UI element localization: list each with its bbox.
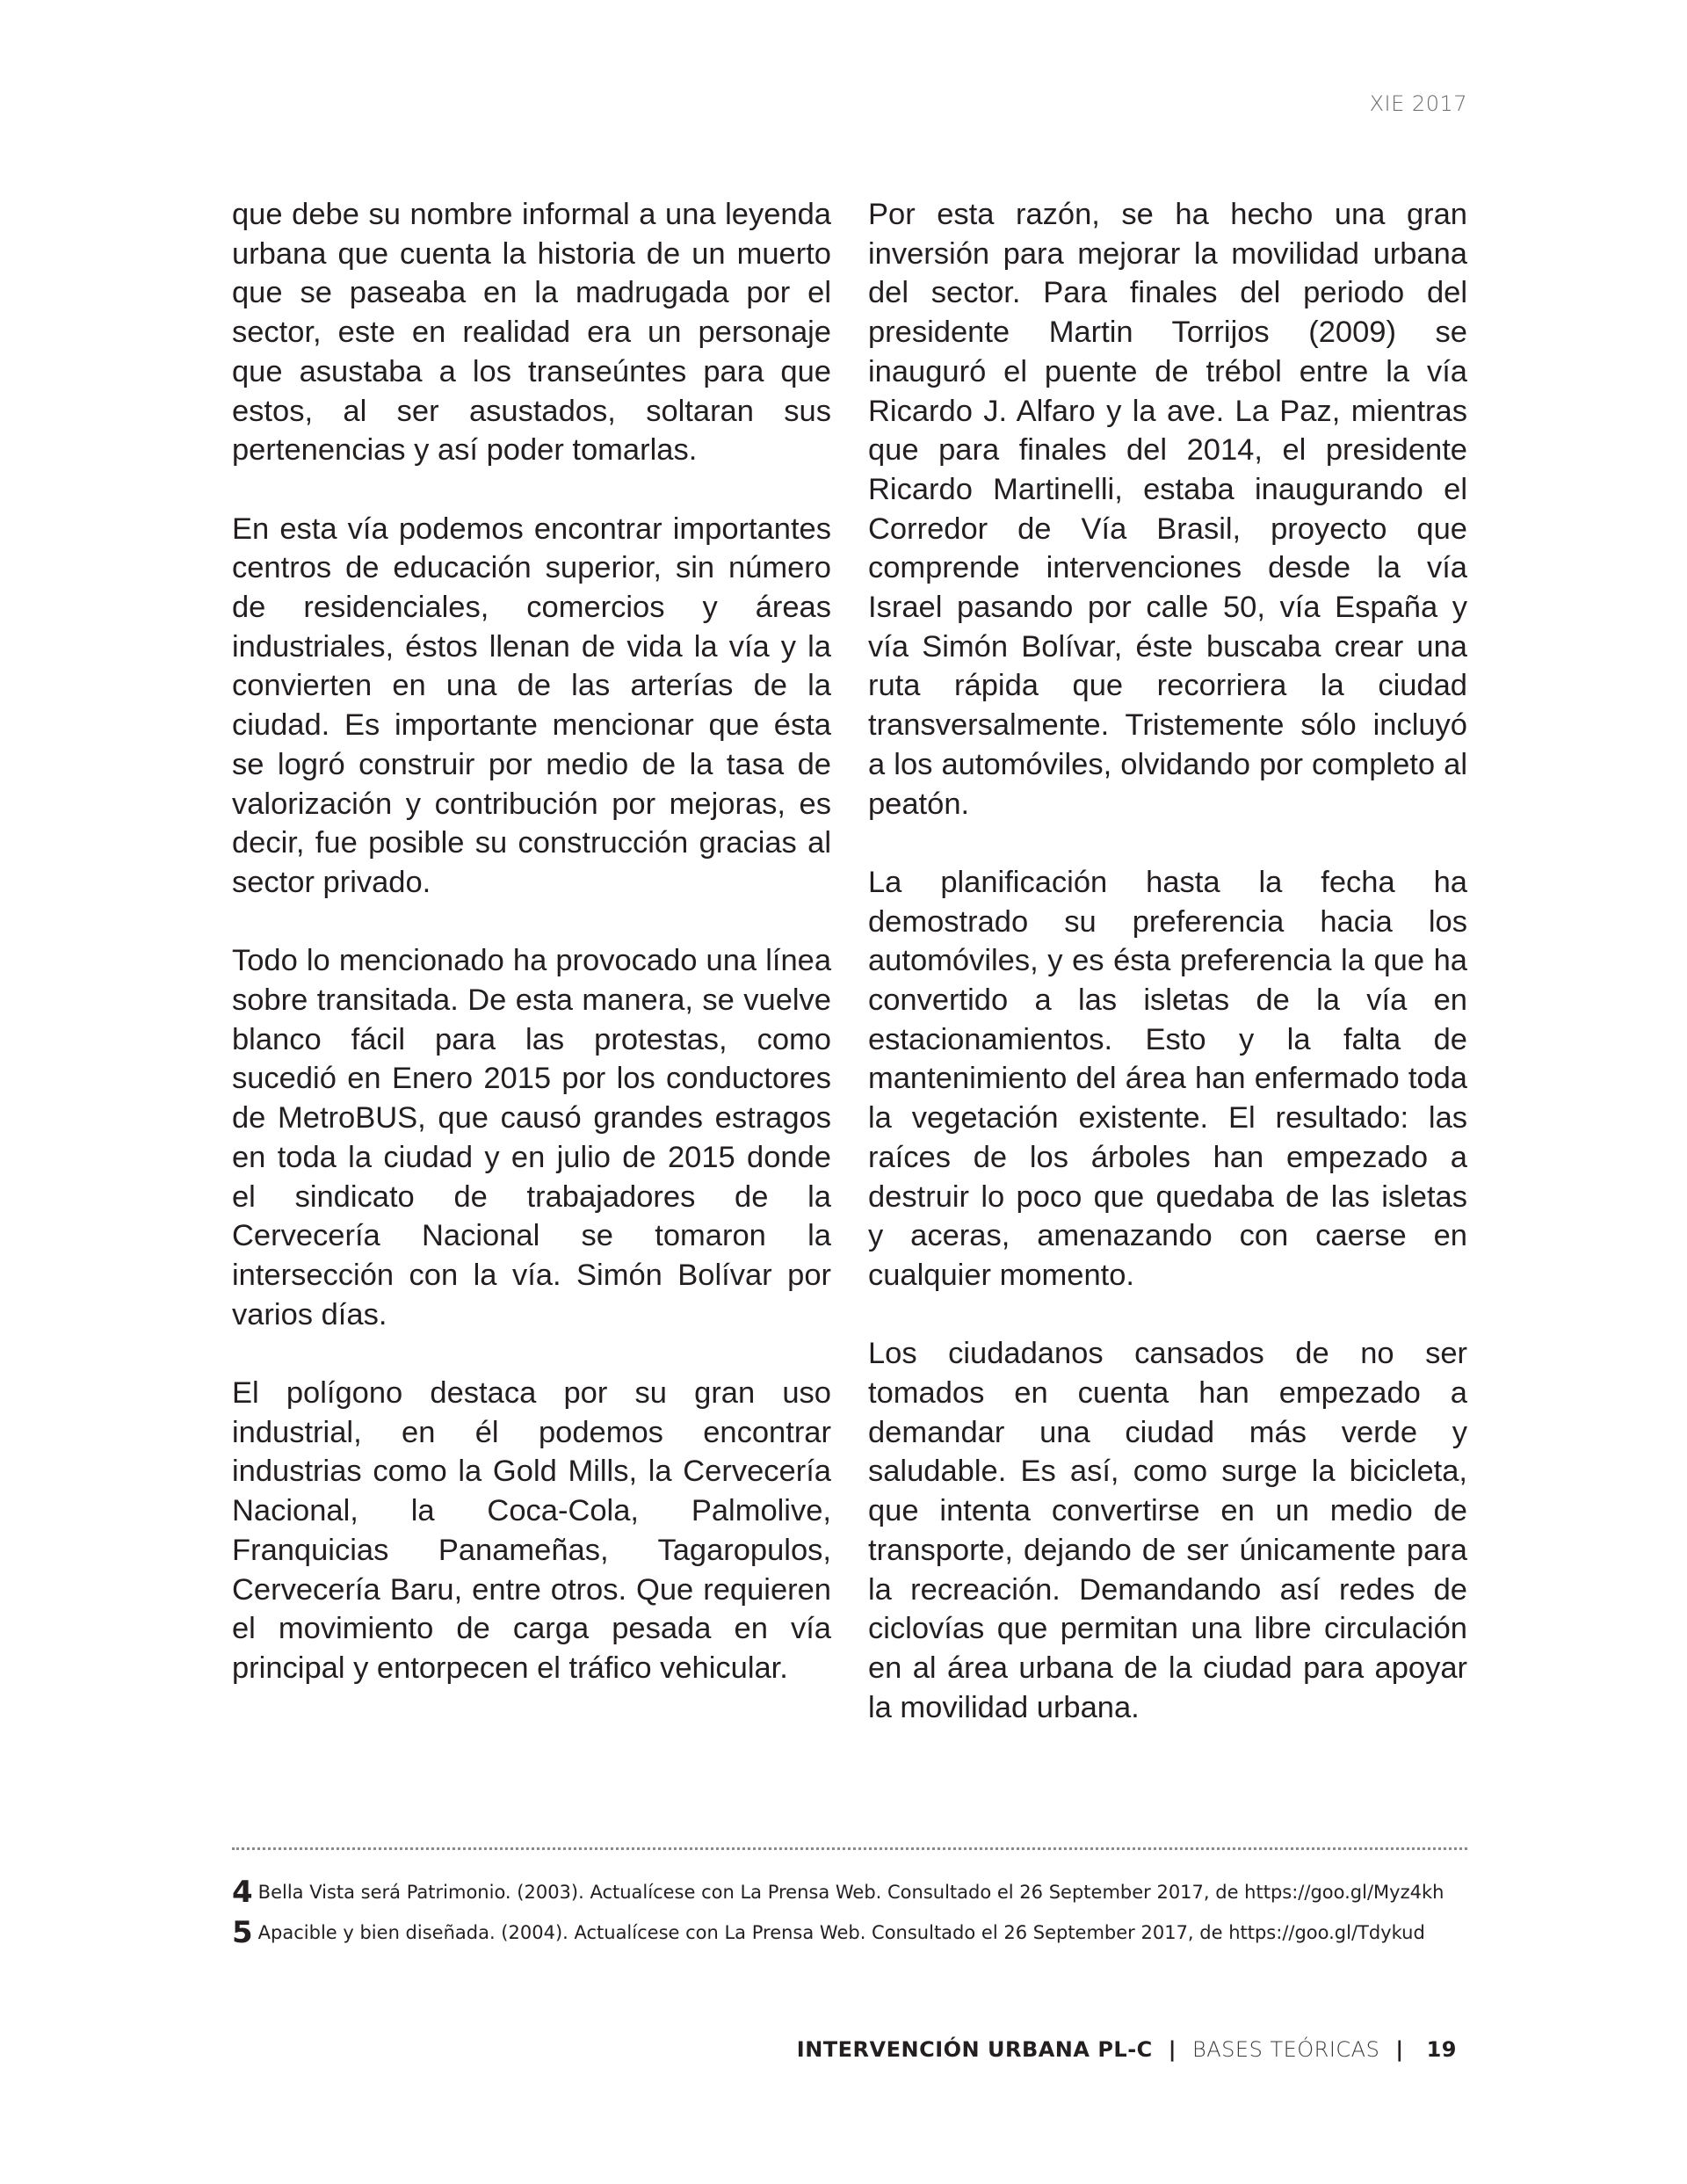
footer-section: BASES TEÓRICAS bbox=[1192, 2037, 1380, 2062]
paragraph: Por esta razón, se ha hecho una gran inversión para mejorar la movilidad urbana del sector. Para finales del periodo del presidente Martin Torrijos (2009) se inauguró el puente de trébol entre la vía Ricardo J. Alfaro y la ave. La Paz, mientras que para finales del 2014, el presidente Ricardo Martinelli, estaba inaugurando el Corredor de Vía Brasil, proyecto que comprende intervenciones desde la vía Israel pasando por calle 50, vía España y vía Simón Bolívar, éste buscaba crear una ruta rápida que recorriera la ciudad transversalmente. Tristemente sólo incluyó a los automóviles, olvidando por completo al peatón. bbox=[868, 198, 1467, 821]
footnote bbox=[232, 1872, 1480, 1912]
footer-separator: | bbox=[1395, 2037, 1404, 2062]
footnote bbox=[232, 1912, 1480, 1953]
page-number: 19 bbox=[1426, 2037, 1457, 2062]
paragraph: que debe su nombre informal a una leyenda urbana que cuenta la historia de un muerto que se paseaba en la madrugada por el sector, este en realidad era un personaje que asustaba a los transeúntes para que estos, al ser asustados, soltaran sus pertenencias y así poder tomarlas. bbox=[232, 198, 831, 468]
footnote-text: Bella Vista será Patrimonio. (2003). Actualícese con La Prensa Web. Consultado el 26 September 2017, de https://goo.gl/Myz4kh bbox=[257, 1882, 1444, 1903]
paragraph: La planificación hasta la fecha ha demostrado su preferencia hacia los automóviles, y es ésta preferencia la que ha convertido a las isletas de la vía en estacionamientos. Esto y la falta de mantenimiento del área han enfermado toda la vegetación existente. El resultado: las raíces de los árboles han empezado a destruir lo poco que quedaba de las isletas y aceras, amenazando con caerse en cualquier momento. bbox=[868, 865, 1467, 1292]
footnote-number: 4 bbox=[232, 1875, 253, 1910]
right-column bbox=[868, 195, 1467, 1727]
footnote-number: 5 bbox=[232, 1915, 253, 1950]
page-footer bbox=[797, 2037, 1457, 2062]
running-head: XIE 2017 bbox=[1369, 91, 1467, 116]
footnote-divider bbox=[232, 1847, 1467, 1850]
paragraph: Todo lo mencionado ha provocado una línea sobre transitada. De esta manera, se vuelve blanco fácil para las protestas, como sucedió en Enero 2015 por los conductores de MetroBUS, que causó grandes estragos en toda la ciudad y en julio de 2015 donde el sindicato de trabajadores de la Cervecería Nacional se tomaron la intersección con la vía. Simón Bolívar por varios días. bbox=[232, 944, 831, 1331]
left-column bbox=[232, 195, 831, 1688]
paragraph: Los ciudadanos cansados de no ser tomados en cuenta han empezado a demandar una ciudad más verde y saludable. Es así, como surge la bicicleta, que intenta convertirse en un medio de transporte, dejando de ser únicamente para la recreación. Demandando así redes de ciclovías que permitan una libre circulación en al área urbana de la ciudad para apoyar la movilidad urbana. bbox=[868, 1337, 1467, 1724]
footer-title: INTERVENCIÓN URBANA PL-C bbox=[796, 2037, 1153, 2062]
footnote-text: Apacible y bien diseñada. (2004). Actualícese con La Prensa Web. Consultado el 26 September 2017, de https://goo.gl/Tdykud bbox=[257, 1922, 1425, 1943]
footnotes bbox=[232, 1872, 1480, 1953]
paragraph: El polígono destaca por su gran uso industrial, en él podemos encontrar industrias como la Gold Mills, la Cervecería Nacional, la Coca-Cola, Palmolive, Franquicias Panameñas, Tagaropulos, Cervecería Baru, entre otros. Que requieren el movimiento de carga pesada en vía principal y entorpecen el tráfico vehicular. bbox=[232, 1376, 831, 1685]
footer-separator: | bbox=[1168, 2037, 1177, 2062]
paragraph: En esta vía podemos encontrar importantes centros de educación superior, sin número de residenciales, comercios y áreas industriales, éstos llenan de vida la vía y la convierten en una de las arterías de la ciudad. Es importante mencionar que ésta se logró construir por medio de la tasa de valorización y contribución por mejoras, es decir, fue posible su construcción gracias al sector privado. bbox=[232, 512, 831, 899]
